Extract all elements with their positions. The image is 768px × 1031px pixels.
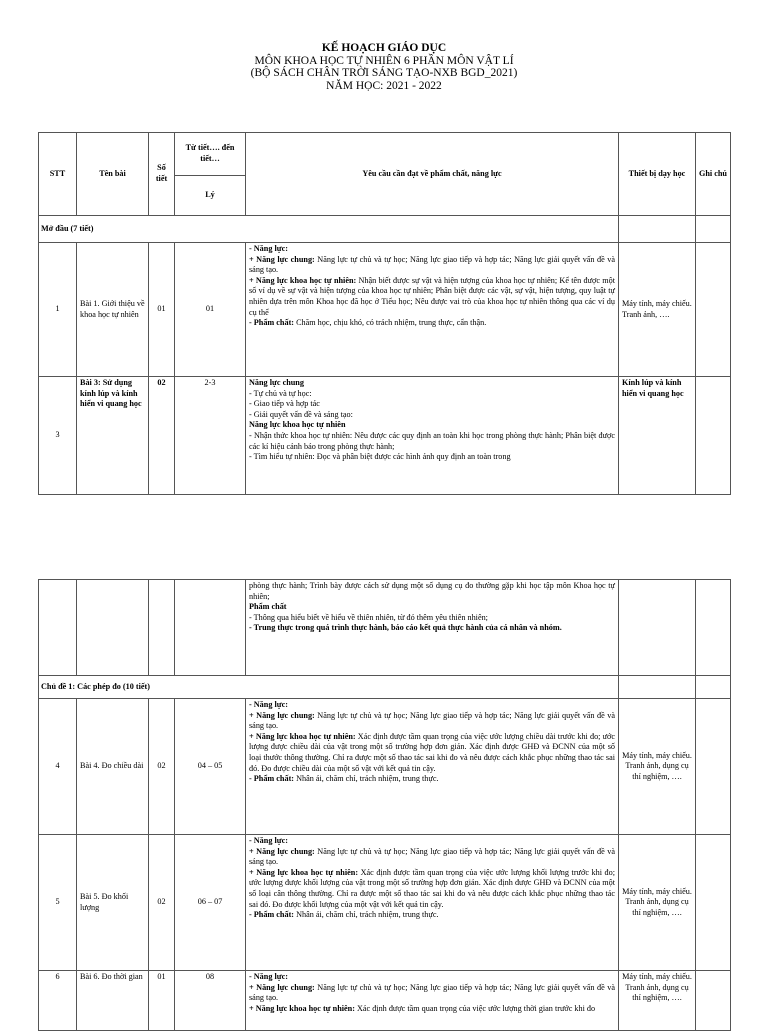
- science-competency-label: + Năng lực khoa học tự nhiên:: [249, 1003, 355, 1013]
- empty-cell: [696, 580, 731, 676]
- row-period-range: 04 – 05: [175, 699, 246, 835]
- quality-label: - Phẩm chất:: [249, 318, 295, 328]
- general-competency-text: Năng lực tự chủ và tự học; Năng lực giao tiếp và hợp tác; Năng lực giải quyết vấn đề và sáng tạo.: [249, 982, 615, 1003]
- row-equipment: Máy tính, máy chiếu. Tranh ảnh, ….: [619, 243, 696, 377]
- row-requirements: [246, 377, 619, 495]
- general-competency-label: + Năng lực chung:: [249, 982, 315, 992]
- requirement-line: phòng thực hành; Trình bày được cách sử dụng một số dụng cụ đo thường gặp khi học tập môn Khoa học tự nhiên;: [249, 581, 615, 601]
- empty-cell: [696, 216, 731, 243]
- section-intro: Mở đầu (7 tiết): [39, 216, 619, 243]
- row-stt: 1: [39, 243, 77, 377]
- general-competency-label: + Năng lực chung:: [249, 710, 315, 720]
- row-lesson-name: Bài 1. Giới thiệu về khoa học tự nhiên: [77, 243, 149, 377]
- science-competency-text: Xác định được tầm quan trọng của việc ước lượng chiều dài trước khi đo; ước lượng được chiều dài của vật trong một số trường hợp đơn giản. Xác định được GHĐ và ĐCNN của một số loại thước thông thường. Chỉ ra được một số thao tác sai khi đo và nêu được cách khắc phục những thao tác sai đó. Đo được chiều dài của một số vật với kết quả tin cậy.: [249, 731, 616, 773]
- requirement-line: - Tự chủ và tự học:: [249, 388, 312, 398]
- plan-table-page-2: [38, 579, 731, 1031]
- table-row: [39, 699, 731, 835]
- document-school-year: NĂM HỌC: 2021 - 2022: [326, 79, 442, 92]
- competency-label: - Năng lực:: [249, 836, 289, 845]
- row-equipment: Kính lúp và kính hiển vi quang học: [619, 377, 696, 495]
- table-row: [39, 971, 731, 1031]
- general-competency-text: Năng lực tự chủ và tự học; Năng lực giao tiếp và hợp tác; Năng lực giải quyết vấn đề và sáng tạo.: [249, 846, 615, 867]
- row-notes: [696, 243, 731, 377]
- section-topic-1: Chủ đề 1: Các phép đo (10 tiết): [39, 676, 619, 699]
- document-title: KẾ HOẠCH GIÁO DỤC: [321, 42, 447, 54]
- row-stt: 3: [39, 377, 77, 495]
- competency-label: - Năng lực:: [249, 972, 289, 981]
- quality-label: - Phẩm chất:: [249, 910, 295, 920]
- science-competency-text: Xác định được tầm quan trọng của việc ước lượng thời gian trước khi đo: [354, 1003, 596, 1013]
- row-lesson-name: Bài 5. Đo khối lượng: [77, 835, 149, 971]
- header-notes: Ghi chú: [696, 133, 731, 216]
- table-row: [39, 835, 731, 971]
- requirement-line: - Thông qua hiểu biết về hiểu về thiên nhiên, từ đó thêm yêu thiên nhiên;: [249, 612, 488, 622]
- science-competency-label: + Năng lực khoa học tự nhiên:: [249, 275, 357, 285]
- row-requirements: [246, 971, 619, 1031]
- row-period-range: 06 – 07: [175, 835, 246, 971]
- header-period-range: Từ tiết…. đến tiết…: [175, 133, 246, 176]
- empty-cell: [619, 216, 696, 243]
- quality-text: Nhân ái, chăm chỉ, trách nhiệm, trung thực.: [294, 774, 439, 784]
- header-period-count: Số tiết: [149, 133, 175, 216]
- row-lesson-name: Bài 3: Sử dụng kính lúp và kính hiển vi quang học: [77, 377, 149, 495]
- row-lesson-name: Bài 4. Đo chiều dài: [77, 699, 149, 835]
- general-competency-text: Năng lực tự chủ và tự học; Năng lực giao tiếp và hợp tác; Năng lực giải quyết vấn đề và sáng tạo.: [249, 254, 615, 275]
- table-row: [39, 243, 731, 377]
- header-requirements: Yêu cầu cần đạt về phẩm chất, năng lực: [246, 133, 619, 216]
- document-subtitle-book: (BỘ SÁCH CHÂN TRỜI SÁNG TẠO-NXB BGD_2021): [250, 67, 518, 79]
- science-competency-label: + Năng lực khoa học tự nhiên:: [249, 867, 359, 877]
- row-notes: [696, 971, 731, 1031]
- science-competency-heading: Năng lực khoa học tự nhiên: [249, 420, 346, 430]
- row-requirements-continued: [246, 580, 619, 676]
- row-period-count: 02: [149, 377, 175, 495]
- header-equipment: Thiết bị dạy học: [619, 133, 696, 216]
- row-period-count: 02: [149, 699, 175, 835]
- quality-text: Chăm học, chịu khó, có trách nhiệm, trung thực, cẩn thận.: [294, 318, 487, 328]
- science-competency-label: + Năng lực khoa học tự nhiên:: [249, 731, 356, 741]
- row-equipment: Máy tính, máy chiếu. Tranh ảnh, dụng cụ thí nghiệm, ….: [619, 835, 696, 971]
- requirement-line: - Nhận thức khoa học tự nhiên: Nêu được các quy định an toàn khi học trong phòng thực hành; Phân biệt được các kí hiệu cảnh báo trong phòng thực hành;: [249, 430, 615, 451]
- row-period-range: 01: [175, 243, 246, 377]
- requirement-line: - Giao tiếp và hợp tác: [249, 399, 320, 409]
- general-competency-heading: Năng lực chung: [249, 378, 304, 387]
- row-requirements: [246, 243, 619, 377]
- row-period-count: 02: [149, 835, 175, 971]
- document-title-block: [0, 42, 768, 92]
- plan-table-page-1: [38, 132, 731, 495]
- empty-cell: [619, 676, 696, 699]
- requirement-line-bold: - Trung thực trong quá trình thực hành, báo cáo kết quả thực hành của cá nhân và nhóm.: [249, 623, 562, 633]
- quality-label: - Phẩm chất:: [249, 774, 295, 784]
- empty-cell: [696, 676, 731, 699]
- science-competency-text: Xác định được tầm quan trọng của việc ước lượng khối lượng trước khi đo; ước lượng được khối lượng của vật trong một số trường hợp đơn giản. Xác định được GHĐ và ĐCNN của một số loại cân thông thường. Chỉ ra được một số thao tác sai khi đo và nêu được cách khắc phục những thao tác sai đó. Đo được khối lượng của một vật với kết quả tin cậy.: [249, 867, 616, 909]
- row-lesson-name: Bài 6. Đo thời gian: [77, 971, 149, 1031]
- empty-cell: [619, 580, 696, 676]
- quality-heading: Phẩm chất: [249, 602, 287, 612]
- empty-cell: [175, 580, 246, 676]
- science-competency-text: Nhận biết được sự vật và hiện tượng của khoa học tự nhiên; Kể tên được một số ví dụ về sự vật và hiện tượng của khoa học tự nhiên; Phân biệt được các vật, sự vật, hiện tượng, quy luật tự nhiên dựa trên môn Khoa học đã học ở Tiểu học; Nêu được vai trò của khoa học tự nhiên thông qua các ví dụ cụ thể: [249, 275, 615, 317]
- requirement-line: - Tìm hiểu tự nhiên: Đọc và phân biệt được các hình ảnh quy định an toàn trong: [249, 452, 511, 462]
- row-stt: 4: [39, 699, 77, 835]
- row-notes: [696, 377, 731, 495]
- row-stt: 6: [39, 971, 77, 1031]
- general-competency-text: Năng lực tự chủ và tự học; Năng lực giao tiếp và hợp tác; Năng lực giải quyết vấn đề và sáng tạo.: [249, 710, 615, 731]
- table-row: [39, 580, 731, 676]
- row-equipment: Máy tính, máy chiếu. Tranh ảnh, dụng cụ thí nghiệm, ….: [619, 971, 696, 1031]
- empty-cell: [39, 580, 77, 676]
- row-period-range: 2-3: [175, 377, 246, 495]
- row-period-count: 01: [149, 243, 175, 377]
- competency-label: - Năng lực:: [249, 244, 289, 253]
- competency-label: - Năng lực:: [249, 700, 289, 709]
- row-stt: 5: [39, 835, 77, 971]
- row-equipment: Máy tính, máy chiếu. Tranh ảnh, dụng cụ thí nghiệm, ….: [619, 699, 696, 835]
- requirement-line: - Giải quyết vấn đề và sáng tạo:: [249, 409, 353, 419]
- row-period-count: 01: [149, 971, 175, 1031]
- row-requirements: [246, 699, 619, 835]
- header-physics: Lý: [175, 176, 246, 216]
- general-competency-label: + Năng lực chung:: [249, 846, 315, 856]
- row-notes: [696, 835, 731, 971]
- empty-cell: [77, 580, 149, 676]
- quality-text: Nhân ái, chăm chỉ, trách nhiệm, trung thực.: [294, 910, 439, 920]
- header-stt: STT: [39, 133, 77, 216]
- general-competency-label: + Năng lực chung:: [249, 254, 315, 264]
- row-notes: [696, 699, 731, 835]
- empty-cell: [149, 580, 175, 676]
- table-row: [39, 377, 731, 495]
- header-lesson-name: Tên bài: [77, 133, 149, 216]
- row-requirements: [246, 835, 619, 971]
- row-period-range: 08: [175, 971, 246, 1031]
- document-subtitle-subject: MÔN KHOA HỌC TỰ NHIÊN 6 PHẦN MÔN VẬT LÍ: [254, 54, 514, 67]
